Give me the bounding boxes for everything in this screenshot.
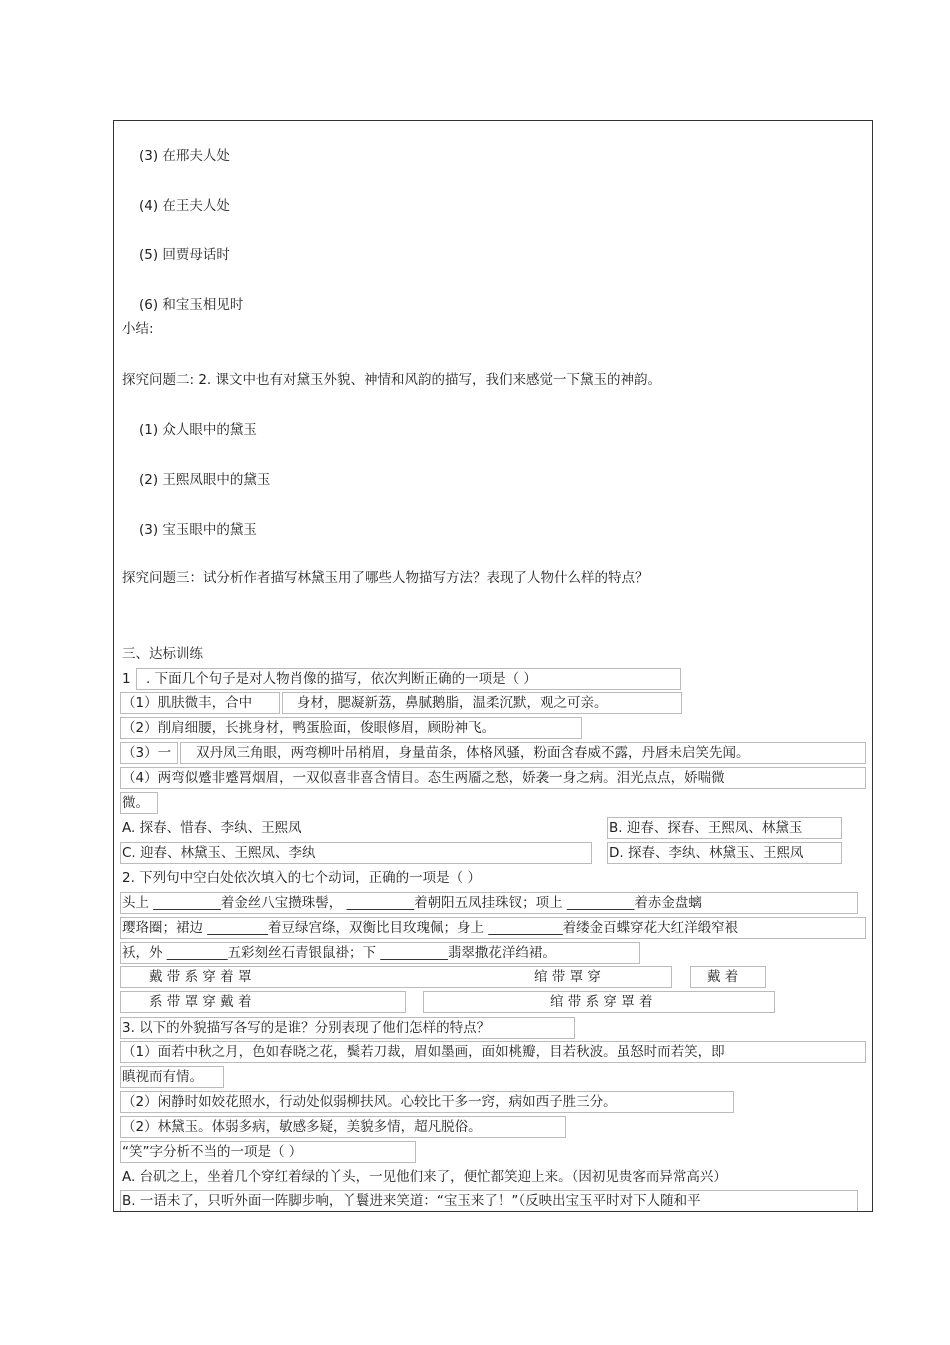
item-xifeng: (2) 王熙凤眼中的黛玉 bbox=[139, 472, 271, 488]
item-xing: (3) 在邢夫人处 bbox=[139, 148, 230, 164]
q1-stem: . 下面几个句子是对人物肖像的描写，依次判断正确的一项是（ ） bbox=[146, 671, 537, 687]
q1-sentence-1b: 身材，腮凝新荔，鼻腻鹅脂，温柔沉默，观之可亲。 bbox=[297, 695, 608, 711]
q2-line-3: 袄，外 _________五彩刻丝石青银鼠褂；下 __________翡翠撒花洋绉裙。 bbox=[122, 945, 556, 961]
q1-sentence-4: （4）两弯似蹙非蹙罥烟眉，一双似喜非喜含情目。态生两靥之愁，娇袭一身之病。泪光点点，娇喘微 bbox=[122, 770, 725, 786]
q1-number: 1 bbox=[122, 671, 131, 687]
section-heading: 三、达标训练 bbox=[122, 646, 203, 662]
question-two: 探究问题二: 2. 课文中也有对黛玉外貌、神情和风韵的描写，我们来感觉一下黛玉的神韵。 bbox=[122, 372, 662, 388]
q1-sentence-3b: 双丹凤三角眼，两弯柳叶吊梢眉，身量苗条，体格风骚，粉面含春威不露，丹唇未启笑先闻。 bbox=[196, 745, 750, 761]
q2-stem: 2. 下列句中空白处依次填入的七个动词，正确的一项是（ ） bbox=[122, 870, 481, 886]
item-jiamu: (5) 回贾母话时 bbox=[139, 247, 230, 263]
q1-sentence-2: （2）削肩细腰，长挑身材，鸭蛋脸面，俊眼修眉，顾盼神飞。 bbox=[122, 720, 496, 736]
item-crowd: (1) 众人眼中的黛玉 bbox=[139, 422, 257, 438]
q4-option-b[interactable]: B. 一语未了，只听外面一阵脚步响，丫鬟进来笑道：“宝玉来了！”（反映出宝玉平时对下人随和平 bbox=[122, 1193, 701, 1209]
q3-line-1: （1）面若中秋之月，色如春晓之花，鬓若刀裁，眉如墨画，面如桃瓣，目若秋波。虽怒时而若笑，即 bbox=[122, 1044, 725, 1060]
q3-stem: 3. 以下的外貌描写各写的是谁？分别表现了他们怎样的特点？ bbox=[122, 1020, 491, 1036]
content-frame bbox=[113, 120, 873, 1212]
q2-line-1: 头上 __________着金丝八宝攒珠髻， __________着朝阳五凤挂珠钗；项上 __________着赤金盘螭 bbox=[122, 895, 702, 911]
question-three: 探究问题三：试分析作者描写林黛玉用了哪些人物描写方法？表现了人物什么样的特点？ bbox=[122, 570, 649, 586]
item-baoyu-eyes: (3) 宝玉眼中的黛玉 bbox=[139, 522, 257, 538]
summary-label: 小结: bbox=[122, 321, 154, 337]
q4-stem: “笑”字分析不当的一项是（ ） bbox=[122, 1144, 303, 1160]
q1-sentence-1a: （1）肌肤微丰，合中 bbox=[122, 695, 253, 711]
q3-line-2: （2）闲静时如姣花照水，行动处似弱柳扶风。心较比干多一窍，病如西子胜三分。 bbox=[122, 1094, 617, 1110]
q1-sentence-3a: （3）一 bbox=[122, 745, 172, 761]
q2-option-a[interactable]: 戴 带 系 穿 着 罩 bbox=[149, 969, 252, 985]
item-wang: (4) 在王夫人处 bbox=[139, 198, 230, 214]
q3-line-1-cont: 瞋视而有情。 bbox=[122, 1069, 203, 1085]
q1-option-d[interactable]: D. 探春、李纨、林黛玉、王熙凤 bbox=[609, 845, 804, 861]
q2-option-c[interactable]: 系 带 罩 穿 戴 着 bbox=[149, 994, 252, 1010]
q4-option-a[interactable]: A. 台矶之上，坐着几个穿红着绿的丫头，一见他们来了，便忙都笑迎上来。（因初见贵客而异常高兴） bbox=[122, 1169, 727, 1185]
q1-option-c[interactable]: C. 迎春、林黛玉、王熙凤、李纨 bbox=[122, 845, 316, 861]
q2-line-2: 璎珞圈；裙边 _________着豆绿宫绦，双衡比目玫瑰佩；身上 ___________着缕金百蝶穿花大红洋缎窄裉 bbox=[122, 920, 739, 936]
q3-line-3: （2）林黛玉。体弱多病，敏感多疑，美貌多情，超凡脱俗。 bbox=[122, 1119, 482, 1135]
q1-sentence-4-cont: 微。 bbox=[122, 795, 149, 811]
q1-option-a[interactable]: A. 探春、惜春、李纨、王熙凤 bbox=[122, 820, 302, 836]
q1-option-b[interactable]: B. 迎春、探春、王熙凤、林黛玉 bbox=[609, 820, 803, 836]
item-baoyu: (6) 和宝玉相见时 bbox=[139, 297, 244, 313]
q2-option-b[interactable]: 绾 带 罩 穿 bbox=[534, 969, 601, 985]
q2-option-b2[interactable]: 戴 着 bbox=[707, 969, 739, 985]
q2-option-d[interactable]: 绾 带 系 穿 罩 着 bbox=[550, 994, 653, 1010]
